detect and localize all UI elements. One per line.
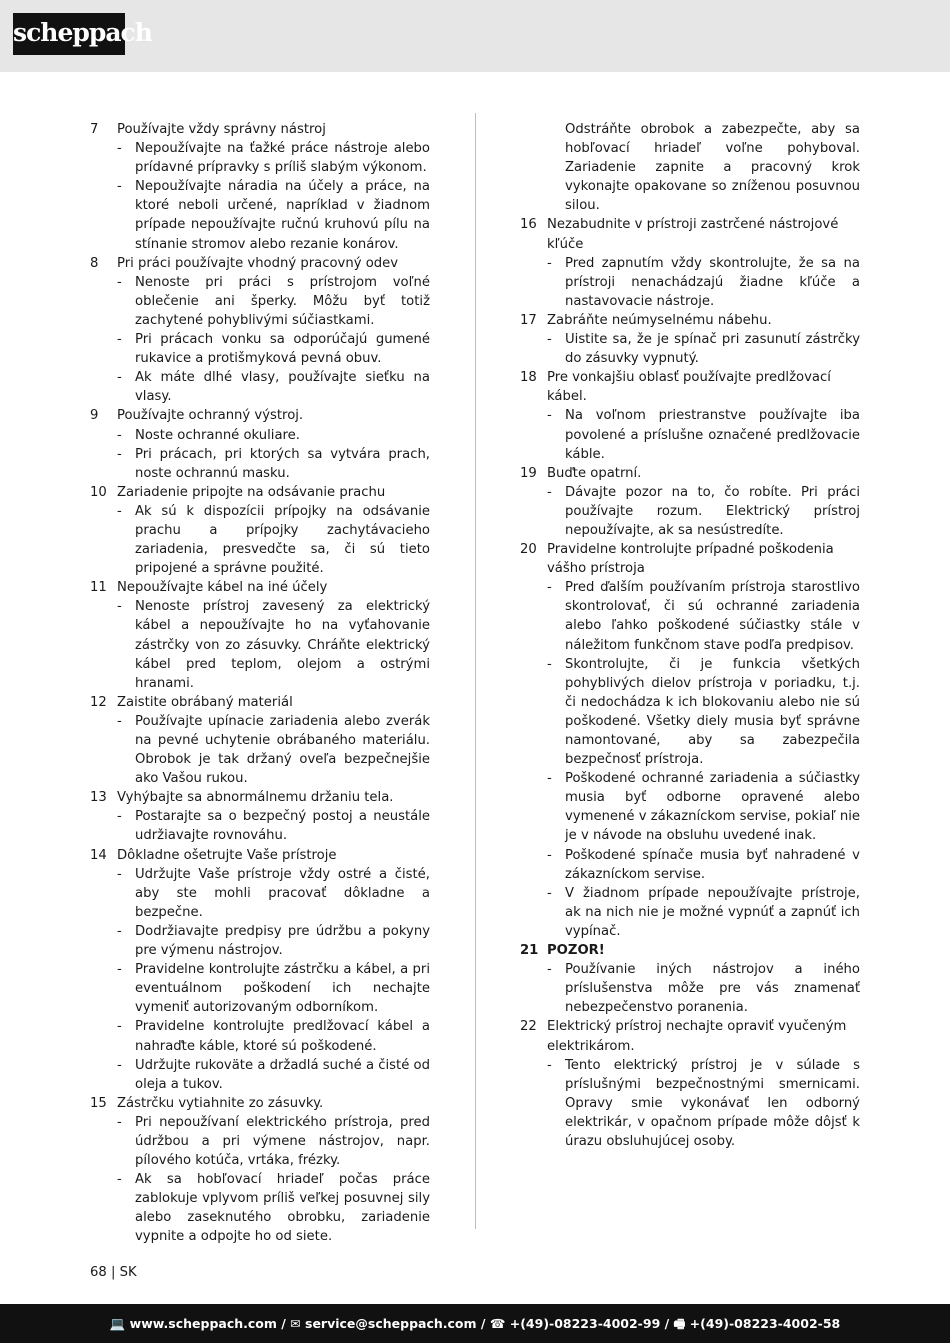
bullet-dash: - xyxy=(117,1019,122,1035)
numbered-item xyxy=(520,368,860,406)
bullet-text: Poškodené ochranné zariadenia a súčiastky musia byť odborne opravené alebo vymenené v zákazníckom servise, pokiaľ nie je v návode na obsluhu uvedené inak. xyxy=(565,771,860,844)
numbered-item xyxy=(520,1017,860,1055)
bullet-dash: - xyxy=(117,370,122,386)
bullet-text: Pravidelne kontrolujte predlžovací kábel a nahraďte káble, ktoré sú poškodené. xyxy=(135,1019,430,1054)
bullet-item xyxy=(90,1056,430,1094)
page-header xyxy=(0,0,950,72)
contact-text: 💻 www.scheppach.com / ✉ service@scheppach.com / ☎ +(49)-08223-4002-99 / 🖷 +(49)-08223-4002-58 xyxy=(109,1316,841,1331)
item-number: 7 xyxy=(90,122,99,137)
bullet-text: Ak sa hobľovací hriadeľ počas práce zablokuje vplyvom príliš veľkej posuvnej sily alebo zaseknutého obrobku, zariadenie vypnite a odpojte ho od siete. xyxy=(135,1172,430,1245)
item-heading: Nezabudnite v prístroji zastrčené nástrojové kľúče xyxy=(547,217,839,252)
item-heading: Zariadenie pripojte na odsávanie prachu xyxy=(117,484,386,500)
bullet-text: Udržujte rukoväte a držadlá suché a čisté od oleja a tukov. xyxy=(135,1057,430,1092)
numbered-item xyxy=(90,846,430,865)
item-heading: Vyhýbajte sa abnormálnemu držaniu tela. xyxy=(117,790,394,806)
bullet-text: Skontrolujte, či je funkcia všetkých pohyblivých dielov prístroja v poriadku, t.j. či nedochádza k ich blokovaniu alebo nie sú poškodené. Všetky diely musia byť správne namontované, aby sa zabezpečila bezpečnosť prístroja. xyxy=(565,656,860,768)
bullet-item xyxy=(90,712,430,788)
bullet-dash: - xyxy=(117,332,122,348)
item-number: 22 xyxy=(520,1019,537,1035)
bullet-dash: - xyxy=(547,484,552,500)
item-number: 18 xyxy=(520,370,537,386)
item-number: 8 xyxy=(90,255,99,271)
item-heading: Nepoužívajte kábel na iné účely xyxy=(117,580,328,596)
bullet-text: Ak sú k dispozícii prípojky na odsávanie prachu a prípojky zachytávacieho zariadenia, presvedčte sa, či sú tieto pripojené a správne použité. xyxy=(135,503,430,577)
bullet-item xyxy=(520,254,860,311)
bullet-text: Postarajte sa o bezpečný postoj a neustále udržiavajte rovnováhu. xyxy=(135,809,430,844)
bullet-item xyxy=(520,960,860,1017)
bullet-dash: - xyxy=(117,962,122,978)
scheppach-logo: scheppach xyxy=(13,13,125,55)
bullet-item xyxy=(90,1170,430,1246)
bullet-item xyxy=(520,578,860,654)
bullet-text: Udržujte Vaše prístroje vždy ostré a čisté, aby ste mohli pracovať dôkladne a bezpečne. xyxy=(135,866,430,920)
item-number: 17 xyxy=(520,312,537,328)
item-heading: Zabráňte neúmyselnému nábehu. xyxy=(547,312,772,328)
bullet-dash: - xyxy=(117,809,122,825)
item-heading: Pre vonkajšiu oblasť používajte predlžovací kábel. xyxy=(547,370,831,405)
bullet-text: Používanie iných nástrojov a iného príslušenstva môže pre vás znamenať nebezpečenstvo poranenia. xyxy=(565,962,860,1016)
item-number: 9 xyxy=(90,408,99,424)
item-number: 20 xyxy=(520,542,537,558)
bullet-dash: - xyxy=(117,713,122,729)
bullet-dash: - xyxy=(117,1114,122,1130)
item-number: 10 xyxy=(90,484,107,500)
bullet-item xyxy=(520,884,860,941)
page-number: 68 | SK xyxy=(90,1265,137,1280)
bullet-item xyxy=(90,330,430,368)
bullet-text: Pravidelne kontrolujte zástrčku a kábel, a pri eventuálnom poškodení ich nechajte vymeniť autorizovaným odborníkom. xyxy=(135,962,430,1016)
bullet-dash: - xyxy=(117,1172,122,1188)
numbered-item xyxy=(90,406,430,425)
item-heading: POZOR! xyxy=(547,943,605,959)
bullet-text: Dávajte pozor na to, čo robíte. Pri práci používajte rozum. Elektrický prístroj nepoužívajte, ak sa nesústredíte. xyxy=(565,484,860,538)
numbered-item xyxy=(520,464,860,483)
bullet-item xyxy=(90,960,430,1017)
contact-bar xyxy=(0,1304,950,1343)
bullet-item xyxy=(90,1017,430,1055)
bullet-text: Nepoužívajte náradia na účely a práce, na ktoré neboli určené, napríklad v žiadnom prípade nepoužívajte ručnú kruhovú pílu na stínanie stromov alebo rezanie konárov. xyxy=(135,179,430,252)
bullet-item xyxy=(520,655,860,770)
bullet-item xyxy=(520,483,860,540)
bullet-item xyxy=(90,273,430,330)
numbered-item xyxy=(520,215,860,253)
bullet-dash: - xyxy=(547,885,552,901)
bullet-text: Uistite sa, že je spínač pri zasunutí zástrčky do zásuvky vypnutý. xyxy=(565,332,860,367)
numbered-item xyxy=(90,788,430,807)
item-heading: Zaistite obrábaný materiál xyxy=(117,694,293,710)
bullet-dash: - xyxy=(547,255,552,271)
bullet-item xyxy=(90,865,430,922)
bullet-dash: - xyxy=(547,847,552,863)
bullet-text: Pri prácach vonku sa odporúčajú gumené rukavice a protišmyková pevná obuv. xyxy=(135,332,430,367)
numbered-item xyxy=(520,540,860,578)
item-heading: Elektrický prístroj nechajte opraviť vyučeným elektrikárom. xyxy=(547,1019,847,1054)
bullet-dash: - xyxy=(547,656,552,672)
bullet-text: Používajte upínacie zariadenia alebo zverák na pevné uchytenie obrábaného materiálu. Obrobok je tak držaný oveľa bezpečnejšie ako Vašou rukou. xyxy=(135,713,430,787)
item-heading: Dôkladne ošetrujte Vaše prístroje xyxy=(117,847,337,863)
bullet-item xyxy=(90,1113,430,1170)
item-number: 21 xyxy=(520,943,539,959)
item-number: 13 xyxy=(90,790,107,806)
bullet-text: Pred ďalším používaním prístroja starostlivo skontrolovať, či sú ochranné zariadenia alebo ľahko poškodené súčiastky stále v náležitom funkčnom stave podľa predpisov. xyxy=(565,580,860,653)
bullet-text: Nenoste prístroj zavesený za elektrický kábel a nepoužívajte ho na vyťahovanie zástrčky von zo zásuvky. Chráňte elektrický kábel pred teplom, olejom a ostrými hranami. xyxy=(135,599,430,691)
bullet-item xyxy=(520,769,860,845)
item-number: 11 xyxy=(90,580,107,596)
numbered-item xyxy=(90,254,430,273)
item-number: 16 xyxy=(520,217,537,233)
numbered-item xyxy=(90,1094,430,1113)
bullet-item xyxy=(520,846,860,884)
item-number: 14 xyxy=(90,847,107,863)
bullet-text: Nepoužívajte na ťažké práce nástroje alebo prídavné prípravky s príliš slabým výkonom. xyxy=(135,141,430,176)
bullet-dash: - xyxy=(547,580,552,596)
bullet-text: V žiadnom prípade nepoužívajte prístroje, ak na nich nie je možné vypnúť a zapnúť ich vypínač. xyxy=(565,885,860,939)
bullet-text: Tento elektrický prístroj je v súlade s príslušnými bezpečnostnými smernicami. Opravy smie vykonávať len odborný elektrikár, v opačnom prípade môže dôjsť k úrazu obsluhujúcej osoby. xyxy=(565,1057,860,1149)
item-heading: Používajte ochranný výstroj. xyxy=(117,408,304,424)
bullet-dash: - xyxy=(547,332,552,348)
numbered-item xyxy=(520,941,860,960)
bullet-dash: - xyxy=(117,446,122,462)
bullet-text: Noste ochranné okuliare. xyxy=(135,427,300,443)
bullet-item xyxy=(90,502,430,578)
item-heading: Buďte opatrní. xyxy=(547,465,642,481)
numbered-item xyxy=(90,693,430,712)
bullet-text: Poškodené spínače musia byť nahradené v zákazníckom servise. xyxy=(565,847,860,882)
bullet-item xyxy=(90,139,430,177)
bullet-text: Ak máte dlhé vlasy, používajte sieťku na vlasy. xyxy=(135,370,430,405)
bullet-item xyxy=(90,807,430,845)
bullet-dash: - xyxy=(117,274,122,290)
bullet-dash: - xyxy=(117,179,122,195)
bullet-item xyxy=(90,922,430,960)
numbered-item xyxy=(90,120,430,139)
right-column xyxy=(520,120,860,1151)
bullet-dash: - xyxy=(117,923,122,939)
bullet-dash: - xyxy=(117,503,122,519)
column-divider xyxy=(475,113,476,1229)
numbered-item xyxy=(90,483,430,502)
item-heading: Používajte vždy správny nástroj xyxy=(117,122,326,137)
bullet-text: Pred zapnutím vždy skontrolujte, že sa na prístroji nenachádzajú žiadne kľúče a nastavovacie nástroje. xyxy=(565,255,860,309)
numbered-item xyxy=(90,578,430,597)
bullet-item xyxy=(520,406,860,463)
bullet-item xyxy=(90,368,430,406)
item-heading: Pravidelne kontrolujte prípadné poškodenia vášho prístroja xyxy=(547,542,834,577)
item-number: 19 xyxy=(520,465,537,481)
numbered-item xyxy=(520,311,860,330)
bullet-dash: - xyxy=(547,962,552,978)
bullet-text: Na voľnom priestranstve používajte iba povolené a príslušne označené predlžovacie káble. xyxy=(565,408,860,462)
bullet-text: Nenoste pri práci s prístrojom voľné oblečenie ani šperky. Môžu byť totiž zachytené pohyblivými súčiastkami. xyxy=(135,274,430,328)
bullet-item xyxy=(90,177,430,253)
left-column xyxy=(90,120,430,1247)
bullet-dash: - xyxy=(547,408,552,424)
bullet-dash: - xyxy=(117,1057,122,1073)
bullet-item xyxy=(90,597,430,692)
bullet-dash: - xyxy=(547,771,552,787)
bullet-item xyxy=(90,426,430,445)
bullet-text: Pri prácach, pri ktorých sa vytvára prach, noste ochrannú masku. xyxy=(135,446,430,481)
bullet-text: Dodržiavajte predpisy pre údržbu a pokyny pre výmenu nástrojov. xyxy=(135,923,430,959)
item-number: 15 xyxy=(90,1095,107,1111)
bullet-dash: - xyxy=(117,427,122,443)
item-number: 12 xyxy=(90,694,107,710)
bullet-item xyxy=(90,445,430,483)
continued-paragraph: Odstráňte obrobok a zabezpečte, aby sa hobľovací hriadeľ voľne pohyboval. Zariadenie zapnite a pracovný krok vykonajte opakovane so zníženou posuvnou silou. xyxy=(565,122,860,214)
bullet-dash: - xyxy=(117,599,122,615)
bullet-dash: - xyxy=(117,866,122,882)
bullet-item xyxy=(520,1056,860,1151)
bullet-item xyxy=(520,330,860,368)
bullet-dash: - xyxy=(547,1057,552,1073)
bullet-dash: - xyxy=(117,141,122,157)
bullet-text: Pri nepoužívaní elektrického prístroja, pred údržbou a pri výmene nástrojov, napr. pílového kotúča, vrtáka, frézky. xyxy=(135,1114,430,1169)
item-heading: Pri práci používajte vhodný pracovný odev xyxy=(117,255,399,271)
item-heading: Zástrčku vytiahnite zo zásuvky. xyxy=(117,1095,324,1111)
